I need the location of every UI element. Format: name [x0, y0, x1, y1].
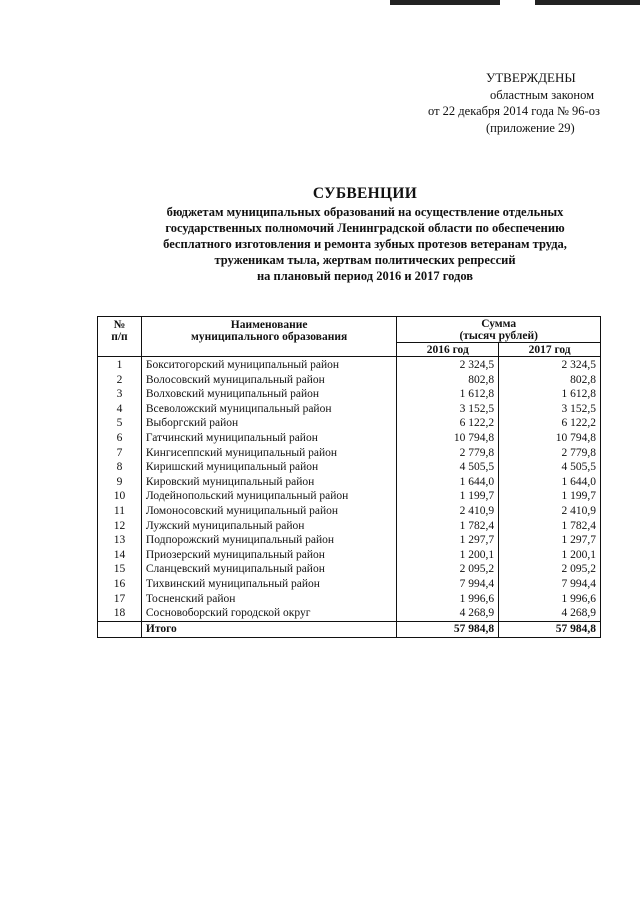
row-value-2016: 4 268,9 [397, 606, 499, 621]
row-number: 13 [98, 533, 142, 548]
row-value-2017: 2 095,2 [499, 562, 601, 577]
table-row [98, 460, 601, 475]
row-value-2016: 1 782,4 [397, 519, 499, 534]
row-number: 9 [98, 475, 142, 490]
row-name: Лодейнопольский муниципальный район [141, 489, 396, 504]
row-name: Тихвинский муниципальный район [141, 577, 396, 592]
row-value-2017: 1 996,6 [499, 592, 601, 607]
row-number: 10 [98, 489, 142, 504]
approval-line-law: областным законом [490, 87, 595, 102]
row-value-2016: 2 779,8 [397, 446, 499, 461]
row-value-2017: 2 410,9 [499, 504, 601, 519]
table-row [98, 416, 601, 431]
row-value-2016: 2 324,5 [397, 357, 499, 373]
row-number: 2 [98, 373, 142, 388]
scan-artifact-left [390, 0, 500, 5]
header-number-line2: п/п [111, 331, 128, 343]
row-value-2017: 2 324,5 [499, 357, 601, 373]
header-name-line1: Наименование [230, 319, 308, 331]
header-number [98, 317, 142, 357]
row-number: 1 [98, 357, 142, 373]
row-value-2016: 1 996,6 [397, 592, 499, 607]
row-value-2016: 7 994,4 [397, 577, 499, 592]
approval-line-approved: УТВЕРЖДЕНЫ [486, 70, 576, 85]
row-number: 4 [98, 402, 142, 417]
row-value-2017: 7 994,4 [499, 577, 601, 592]
row-value-2017: 4 505,5 [499, 460, 601, 475]
table-row [98, 431, 601, 446]
document-title [100, 184, 630, 284]
row-number: 16 [98, 577, 142, 592]
total-number-cell [98, 621, 142, 637]
row-name: Всеволожский муниципальный район [141, 402, 396, 417]
row-value-2016: 1 200,1 [397, 548, 499, 563]
total-2016: 57 984,8 [397, 621, 499, 637]
row-name: Кингисеппский муниципальный район [141, 446, 396, 461]
row-name: Бокситогорский муниципальный район [141, 357, 396, 373]
row-number: 6 [98, 431, 142, 446]
row-value-2017: 10 794,8 [499, 431, 601, 446]
table-row [98, 519, 601, 534]
row-name: Приозерский муниципальный район [141, 548, 396, 563]
subventions-table [97, 316, 601, 638]
table-row [98, 577, 601, 592]
table-row [98, 402, 601, 417]
table-row [98, 387, 601, 402]
table-row [98, 606, 601, 621]
row-value-2017: 1 782,4 [499, 519, 601, 534]
title-line-3: бесплатного изготовления и ремонта зубных протезов ветеранам труда, [163, 237, 567, 251]
row-name: Сланцевский муниципальный район [141, 562, 396, 577]
row-value-2017: 1 199,7 [499, 489, 601, 504]
row-number: 8 [98, 460, 142, 475]
table-row [98, 533, 601, 548]
row-value-2017: 1 644,0 [499, 475, 601, 490]
table-row [98, 489, 601, 504]
approval-line-appendix: (приложение 29) [486, 120, 575, 135]
row-number: 15 [98, 562, 142, 577]
title-line-5: на плановый период 2016 и 2017 годов [256, 269, 474, 283]
header-sum-line2: (тысяч рублей) [459, 329, 538, 342]
table-row [98, 504, 601, 519]
header-name [141, 317, 396, 357]
title-line-4: труженикам тыла, жертвам политических репрессий [214, 253, 516, 267]
table-row [98, 357, 601, 373]
total-2017: 57 984,8 [499, 621, 601, 637]
table-row [98, 475, 601, 490]
table-row [98, 446, 601, 461]
title-main: СУБВЕНЦИИ [312, 185, 418, 202]
row-number: 11 [98, 504, 142, 519]
row-value-2016: 6 122,2 [397, 416, 499, 431]
row-number: 5 [98, 416, 142, 431]
row-value-2017: 4 268,9 [499, 606, 601, 621]
row-value-2016: 802,8 [397, 373, 499, 388]
row-value-2017: 1 297,7 [499, 533, 601, 548]
row-value-2017: 1 200,1 [499, 548, 601, 563]
header-number-line1: № [113, 319, 126, 331]
row-name: Лужский муниципальный район [141, 519, 396, 534]
row-name: Ломоносовский муниципальный район [141, 504, 396, 519]
row-name: Сосновоборский городской округ [141, 606, 396, 621]
row-number: 18 [98, 606, 142, 621]
row-value-2016: 1 297,7 [397, 533, 499, 548]
table-row [98, 592, 601, 607]
table-row [98, 548, 601, 563]
table-row [98, 373, 601, 388]
scan-artifact-right [535, 0, 640, 5]
row-value-2016: 1 644,0 [397, 475, 499, 490]
row-name: Выборгский район [141, 416, 396, 431]
row-name: Кировский муниципальный район [141, 475, 396, 490]
header-year-2016: 2016 год [397, 343, 499, 357]
row-value-2017: 3 152,5 [499, 402, 601, 417]
row-name: Киришский муниципальный район [141, 460, 396, 475]
row-name: Гатчинский муниципальный район [141, 431, 396, 446]
row-value-2016: 2 410,9 [397, 504, 499, 519]
row-name: Тосненский район [141, 592, 396, 607]
row-value-2016: 10 794,8 [397, 431, 499, 446]
row-value-2017: 1 612,8 [499, 387, 601, 402]
approval-line-date: от 22 декабря 2014 года № 96-оз [428, 104, 600, 118]
header-sum [397, 317, 601, 343]
total-label: Итого [141, 621, 396, 637]
row-number: 3 [98, 387, 142, 402]
header-name-line2: муниципального образования [191, 331, 348, 343]
title-line-2: государственных полномочий Ленинградской области по обеспечению [165, 221, 565, 235]
row-value-2016: 3 152,5 [397, 402, 499, 417]
row-name: Волховский муниципальный район [141, 387, 396, 402]
table-row [98, 562, 601, 577]
row-number: 14 [98, 548, 142, 563]
row-value-2017: 802,8 [499, 373, 601, 388]
row-value-2016: 4 505,5 [397, 460, 499, 475]
row-value-2016: 1 199,7 [397, 489, 499, 504]
row-name: Подпорожский муниципальный район [141, 533, 396, 548]
row-value-2016: 1 612,8 [397, 387, 499, 402]
row-name: Волосовский муниципальный район [141, 373, 396, 388]
row-value-2016: 2 095,2 [397, 562, 499, 577]
row-value-2017: 6 122,2 [499, 416, 601, 431]
title-line-1: бюджетам муниципальных образований на осуществление отдельных [166, 205, 564, 219]
row-number: 17 [98, 592, 142, 607]
total-row [98, 621, 601, 637]
row-number: 7 [98, 446, 142, 461]
header-sum-line1: Сумма [481, 317, 517, 330]
header-year-2017: 2017 год [499, 343, 601, 357]
row-number: 12 [98, 519, 142, 534]
row-value-2017: 2 779,8 [499, 446, 601, 461]
approval-stamp [420, 70, 620, 136]
